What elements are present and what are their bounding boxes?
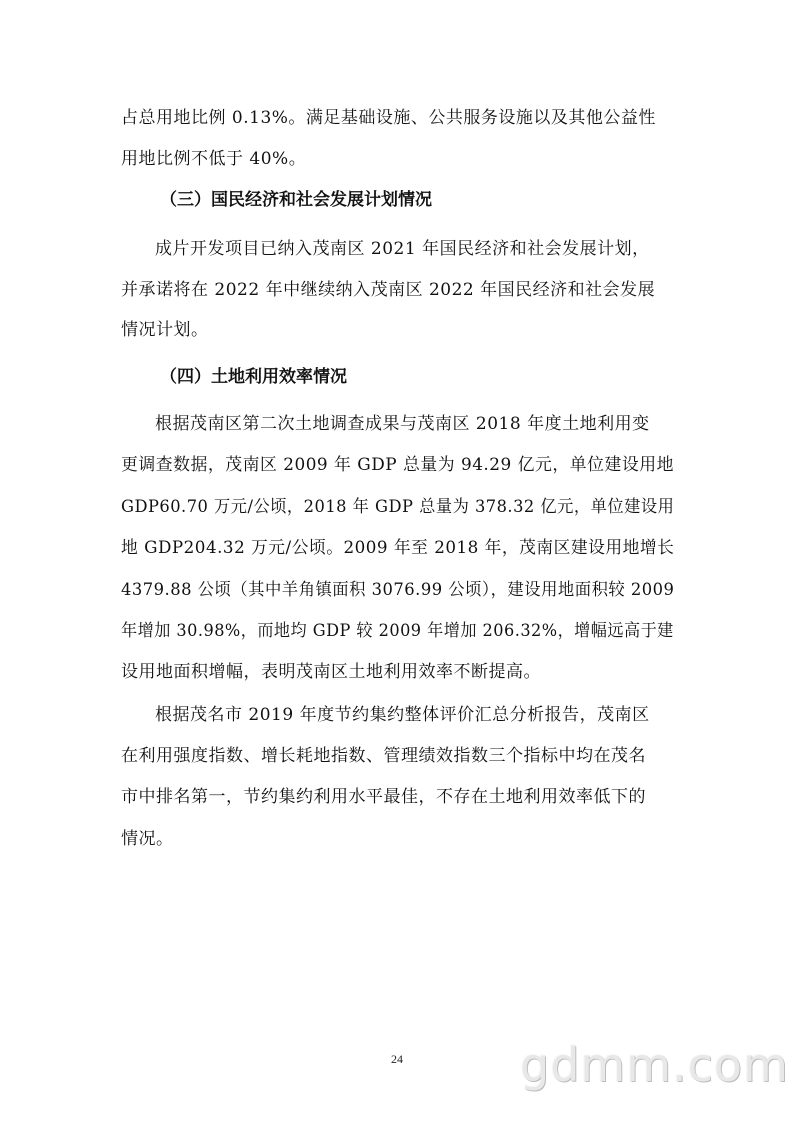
paragraph-line: 年增加 30.98%，而地均 GDP 较 2009 年增加 206.32%，增幅远高于建 <box>121 621 674 641</box>
paragraph-line: 地 GDP204.32 万元/公顷。2009 年至 2018 年，茂南区建设用地增长 <box>121 538 675 558</box>
paragraph-line: 用地比例不低于 40%。 <box>121 149 307 169</box>
section-heading-3: （三）国民经济和社会发展计划情况 <box>160 190 432 210</box>
paragraph-line: 在利用强度指数、增长耗地指数、管理绩效指数三个指标中均在茂名 <box>121 746 646 766</box>
paragraph-line: 根据茂名市 2019 年度节约集约整体评价汇总分析报告，茂南区 <box>155 705 650 725</box>
paragraph-line: 成片开发项目已纳入茂南区 2021 年国民经济和社会发展计划， <box>155 239 650 259</box>
page-number: 24 <box>391 1052 403 1066</box>
section-heading-4: （四）土地利用效率情况 <box>160 367 347 387</box>
paragraph-line: 4379.88 公顷（其中羊角镇面积 3076.99 公顷），建设用地面积较 2009 <box>121 580 675 600</box>
paragraph-line: GDP60.70 万元/公顷，2018 年 GDP 总量为 378.32 亿元，单位建设用 <box>121 497 675 517</box>
paragraph-line: 根据茂南区第二次土地调查成果与茂南区 2018 年度土地利用变 <box>155 414 650 434</box>
paragraph-line: 情况。 <box>121 829 174 849</box>
paragraph-line: 更调查数据，茂南区 2009 年 GDP 总量为 94.29 亿元，单位建设用地 <box>121 455 675 475</box>
paragraph-line: 情况计划。 <box>121 320 209 340</box>
paragraph-line: 设用地面积增幅，表明茂南区土地利用效率不断提高。 <box>121 662 541 682</box>
paragraph-line: 占总用地比例 0.13%。满足基础设施、公共服务设施以及其他公益性 <box>121 108 656 128</box>
site-watermark: gdmm.com <box>520 1038 789 1092</box>
paragraph-line: 并承诺将在 2022 年中继续纳入茂南区 2022 年国民经济和社会发展 <box>121 280 656 300</box>
paragraph-line: 市中排名第一，节约集约利用水平最佳，不存在土地利用效率低下的 <box>121 787 646 807</box>
